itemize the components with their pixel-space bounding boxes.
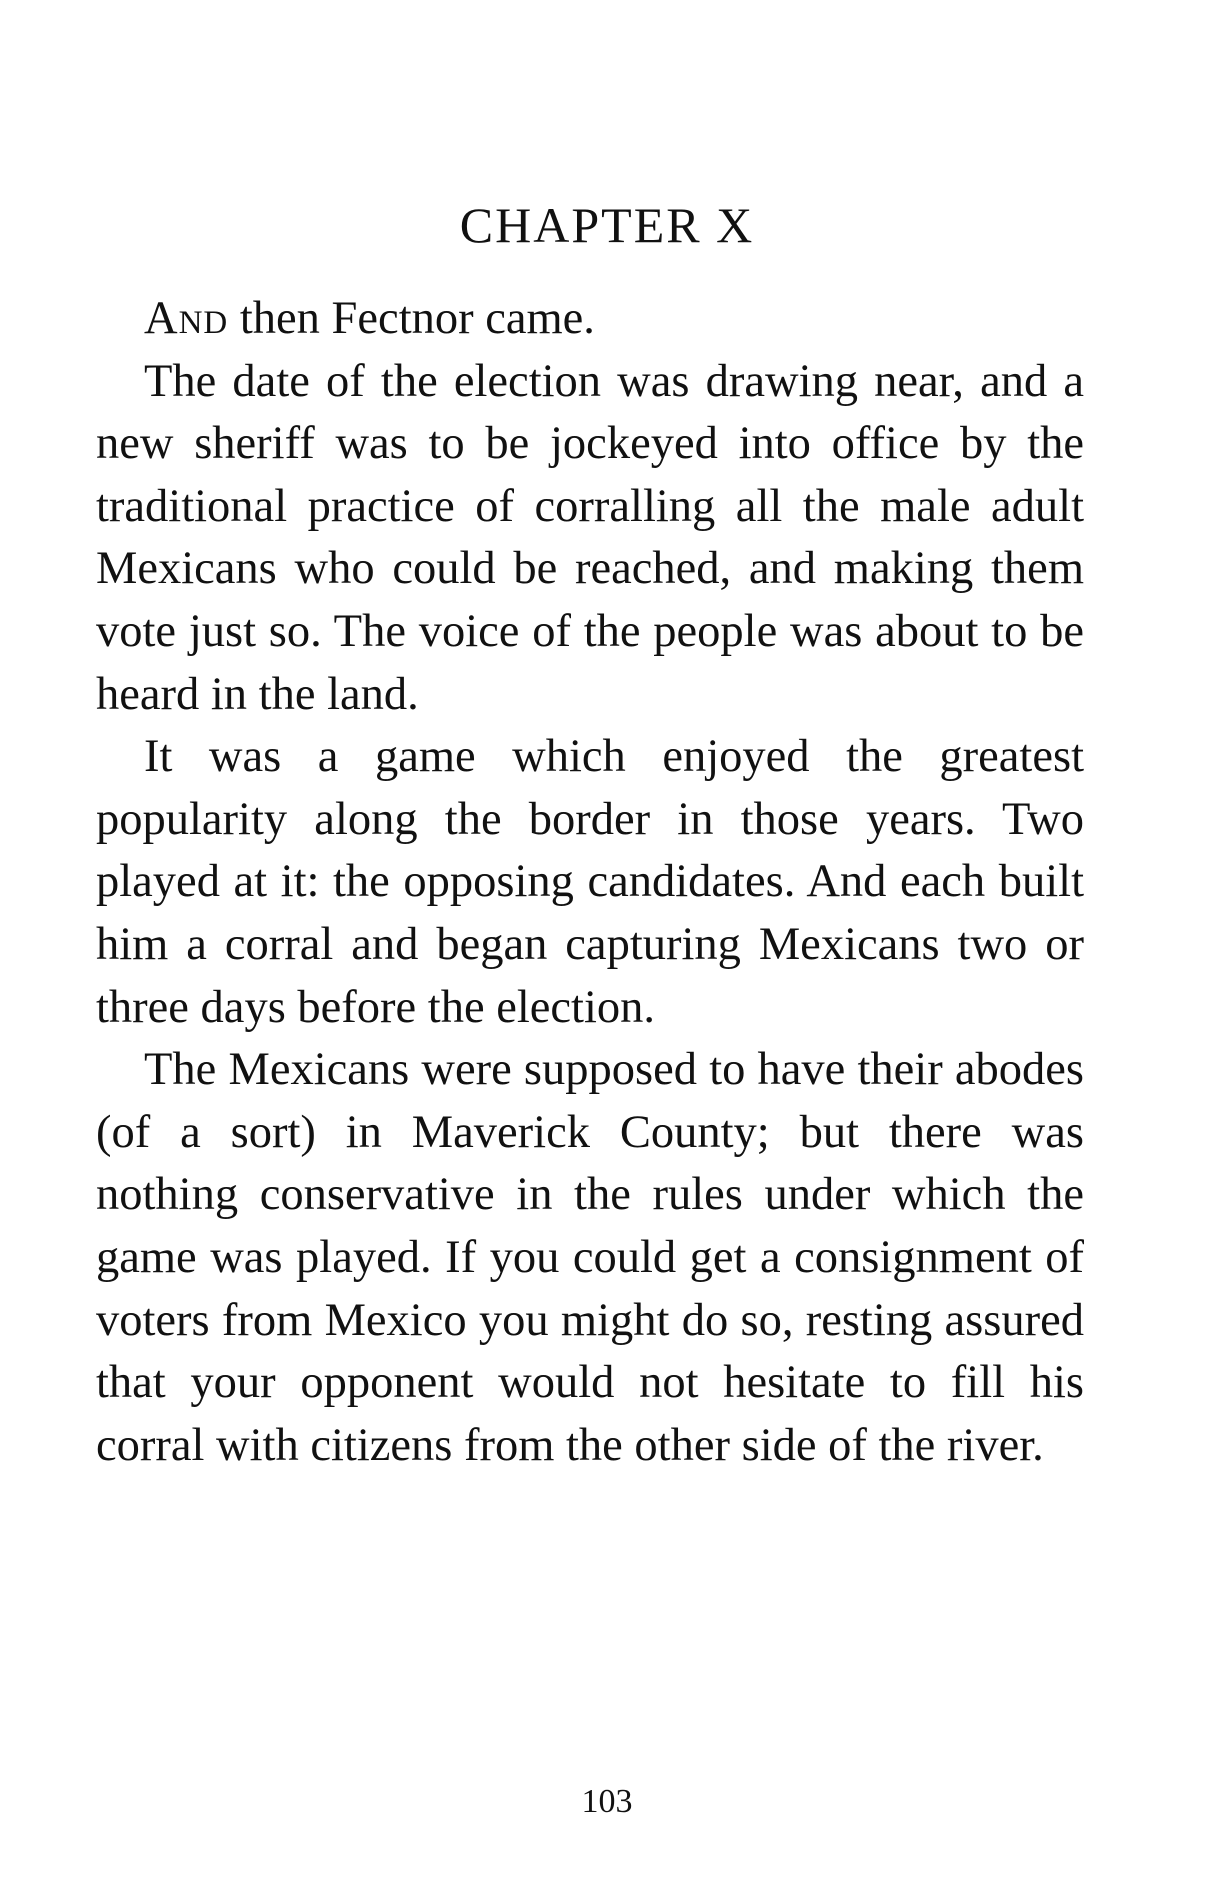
chapter-title: CHAPTER X xyxy=(459,197,755,253)
body-text xyxy=(96,288,1084,1477)
page-number: 103 xyxy=(581,1783,633,1820)
paragraph-1 xyxy=(96,288,1084,351)
opening-word: And xyxy=(144,293,229,344)
paragraph-4: The Mexicans were supposed to have their abodes (of a sort) in Maverick County; but there was nothing conservative in the rules under which the game was played. If you could get a consignment of voters from Mexico you might do so, resting assured that your opponent would not hesitate to fill his corral with citizens from the other side of the river. xyxy=(96,1044,1084,1471)
paragraph-2: The date of the election was drawing near, and a new sheriff was to be jockeyed into office by the traditional practice of corralling all the male adult Mexicans who could be reached, and making them vote just so. The voice of the people was about to be heard in the land. xyxy=(96,355,1084,720)
paragraph-1-text: then Fectnor came. xyxy=(228,293,595,344)
paragraph-3: It was a game which enjoyed the greatest popularity along the border in those years. Two played at it: the opposing candidates. And each built him a corral and began capturing Mexicans two or three days before the election. xyxy=(96,731,1084,1033)
